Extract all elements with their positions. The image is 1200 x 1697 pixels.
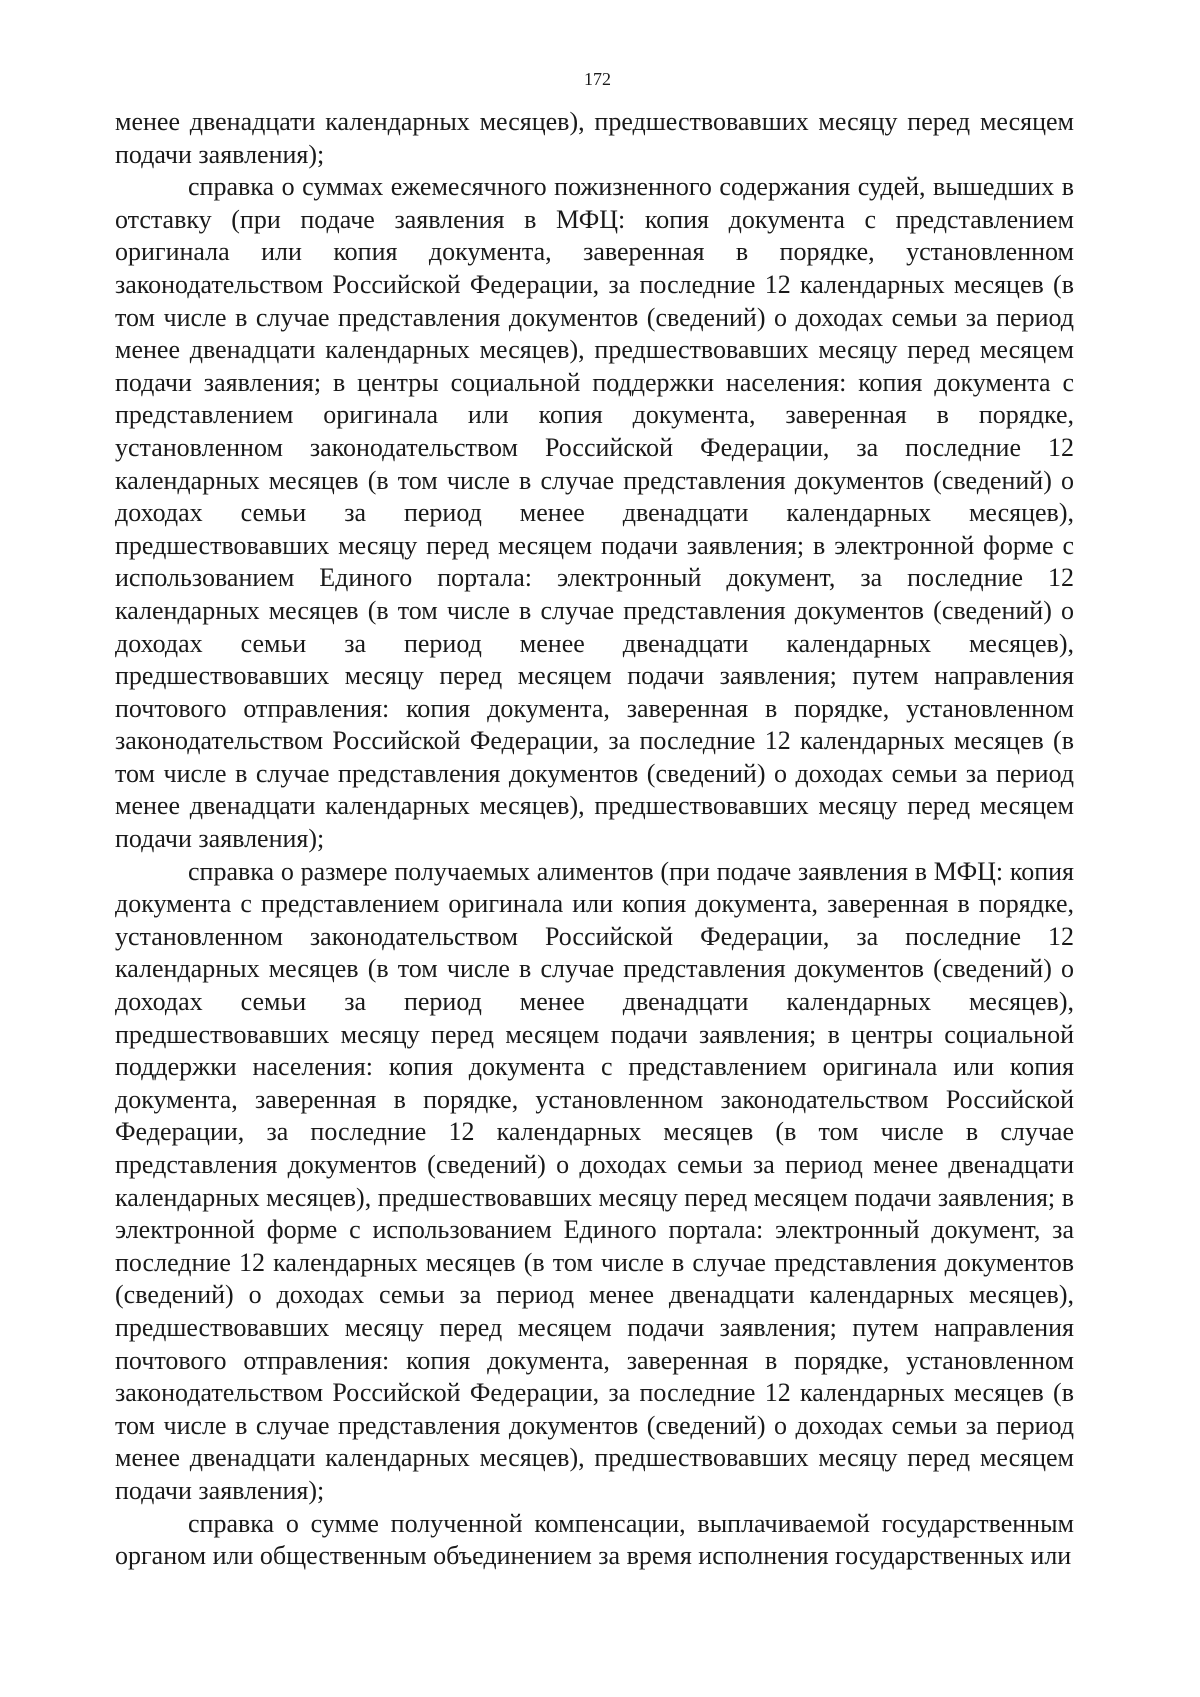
- document-body: [115, 106, 1074, 1573]
- paragraph-judges-pension-certificate: справка о суммах ежемесячного пожизненного содержания судей, вышедших в отставку (при подаче заявления в МФЦ: копия документа с представлением оригинала или копия документа, заверенная в порядке, установленном законодательством Российской Федерации, за последние 12 календарных месяцев (в том числе в случае представления документов (сведений) о доходах семьи за период менее двенадцати календарных месяцев), предшествовавших месяцу перед месяцем подачи заявления; в центры социальной поддержки населения: копия документа с представлением оригинала или копия документа, заверенная в порядке, установленном законодательством Российской Федерации, за последние 12 календарных месяцев (в том числе в случае представления документов (сведений) о доходах семьи за период менее двенадцати календарных месяцев), предшествовавших месяцу перед месяцем подачи заявления; в электронной форме с использованием Единого портала: электронный документ, за последние 12 календарных месяцев (в том числе в случае представления документов (сведений) о доходах семьи за период менее двенадцати календарных месяцев), предшествовавших месяцу перед месяцем подачи заявления; путем направления почтового отправления: копия документа, заверенная в порядке, установленном законодательством Российской Федерации, за последние 12 календарных месяцев (в том числе в случае представления документов (сведений) о доходах семьи за период менее двенадцати календарных месяцев), предшествовавших месяцу перед месяцем подачи заявления);: [115, 172, 1074, 854]
- paragraph-compensation-certificate: справка о сумме полученной компенсации, выплачиваемой государственным органом или общественным объединением за время исполнения государственных или: [115, 1508, 1074, 1571]
- paragraph-alimony-certificate: справка о размере получаемых алиментов (при подаче заявления в МФЦ: копия документа с представлением оригинала или копия документа, заверенная в порядке, установленном законодательством Российской Федерации, за последние 12 календарных месяцев (в том числе в случае представления документов (сведений) о доходах семьи за период менее двенадцати календарных месяцев), предшествовавших месяцу перед месяцем подачи заявления; в центры социальной поддержки населения: копия документа с представлением оригинала или копия документа, заверенная в порядке, установленном законодательством Российской Федерации, за последние 12 календарных месяцев (в том числе в случае представления документов (сведений) о доходах семьи за период менее двенадцати календарных месяцев), предшествовавших месяцу перед месяцем подачи заявления; в электронной форме с использованием Единого портала: электронный документ, за последние 12 календарных месяцев (в том числе в случае представления документов (сведений) о доходах семьи за период менее двенадцати календарных месяцев), предшествовавших месяцу перед месяцем подачи заявления; путем направления почтового отправления: копия документа, заверенная в порядке, установленном законодательством Российской Федерации, за последние 12 календарных месяцев (в том числе в случае представления документов (сведений) о доходах семьи за период менее двенадцати календарных месяцев), предшествовавших месяцу перед месяцем подачи заявления);: [115, 856, 1074, 1505]
- paragraph-continuation: менее двенадцати календарных месяцев), предшествовавших месяцу перед месяцем подачи заявления);: [115, 107, 1074, 169]
- page-number: 172: [584, 69, 611, 89]
